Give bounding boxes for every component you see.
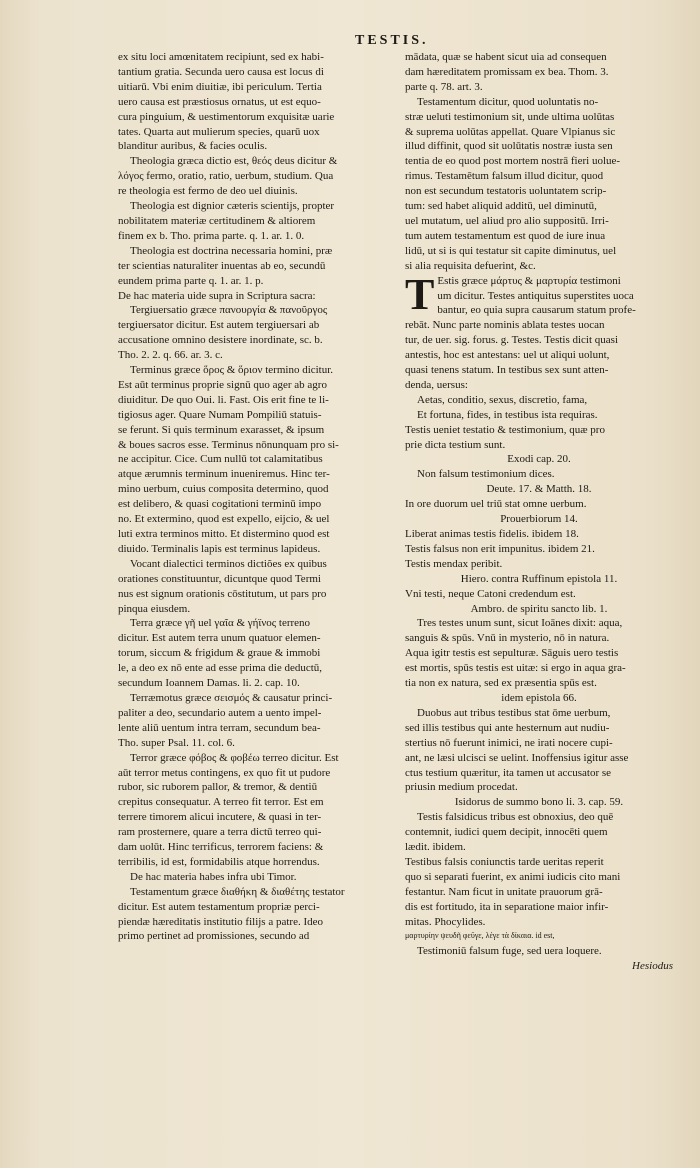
right-column-line: Testis ueniet testatio & testimonium, quæ pro <box>405 423 605 436</box>
right-column-line: idem epistola 66. <box>501 691 577 704</box>
left-column-line: diuido. Terminalis lapis est terminus lapideus. <box>118 542 321 555</box>
right-column-line: stertius nō fuerunt inimici, ne irati nocere cupi- <box>405 736 613 749</box>
right-column-line: stræ ueluti testimonium sit, unde ultima uolūtas <box>405 110 615 123</box>
left-column-line: De hac materia uide supra in Scriptura sacra: <box>118 289 316 302</box>
right-column-line: tentia de eo quod post mortem nostrā fieri uolue- <box>405 155 621 168</box>
right-column-line: Vni testi, neque Catoni credendum est. <box>405 587 576 600</box>
left-column <box>118 50 400 944</box>
left-column-line: re theologia est fermo de deo uel diuinis. <box>118 185 298 198</box>
right-column-line: est mortis, spūs testis est uitæ: si ergo in aqua gra- <box>405 662 626 675</box>
right-column-line: festantur. Nam ficut in unitate prauorum grā- <box>405 885 603 898</box>
left-column-line: dicitur. Est autem testamentum propriæ perci- <box>118 900 320 913</box>
right-column-line: Testis falsidicus tribus est obnoxius, deo quē <box>417 811 614 824</box>
left-column-line: lente aliū uentum intra terram, secundum bea- <box>118 721 321 734</box>
left-column-line: diuiditur. De quo Oui. li. Fast. Ois erit fine te li- <box>118 393 329 406</box>
left-column-line: se ferunt. Si quis terminum exarasset, & ipsum <box>118 423 325 436</box>
left-column-line: mino uerbum, cuius composita determino, quod <box>118 483 329 496</box>
right-column-line: In ore duorum uel triū stat omne uerbum. <box>405 498 587 511</box>
right-column-line: ctus testium quæritur, ita tamen ut accusator se <box>405 766 612 779</box>
right-column-line: denda, uersus: <box>405 378 468 391</box>
right-column-line: lidū, ut si is qui testatur sit capite diminutus, uel <box>405 244 617 257</box>
left-column-line: le, a deo ex nō ente ad esse prima die deductū, <box>118 662 323 675</box>
right-column-line: Testis mendax peribit. <box>405 557 503 570</box>
right-column-line: mitas. Phocylides. <box>405 915 486 928</box>
left-column-line: rubor, sic ruborem pallor, & tremor, & dentiū <box>118 781 318 794</box>
right-column-line: prie dicta testium sunt. <box>405 438 506 451</box>
right-column-line: quasi tenens statum. In testibus sex sunt atten- <box>405 364 609 377</box>
right-column-line: Exodi cap. 20. <box>507 453 571 466</box>
right-column-line: tur, de uer. sig. forus. g. Testes. Testis dicit quasi <box>405 334 619 347</box>
right-column-line: bantur, eo quia supra causarum statum profe- <box>437 304 636 317</box>
left-column-line: tigiosus ager. Quare Numam Pompiliū statuis- <box>118 408 322 421</box>
right-column-line: lædit. ibidem. <box>405 841 466 854</box>
left-column-line: Theologia est doctrina necessaria homini, præ <box>130 244 333 257</box>
left-column-line: uero causa est præstiosus ornatus, ut est equo- <box>118 95 321 108</box>
left-column-line: eundem prima parte q. 1. ar. 1. p. <box>118 274 264 287</box>
right-column-line: non est secundum testatoris uoluntatem scrip- <box>405 185 607 198</box>
right-column <box>405 50 673 974</box>
right-column-line: si alia requisita defuerint, &c. <box>405 259 536 272</box>
right-column-line: Aqua igitr testis est sepulturæ. Sāguis uero testis <box>405 647 619 660</box>
left-column-line: paliter a deo, secundario autem a uento impel- <box>118 706 322 719</box>
left-column-line: Vocant dialectici terminos dictiões ex quibus <box>130 557 327 570</box>
right-column-line: Hesiodus <box>632 960 673 973</box>
right-column-line: Testamentum dicitur, quod uoluntatis no- <box>417 95 599 108</box>
left-column-line: ram prosternere, quare a terra dictū terreo qui- <box>118 826 322 839</box>
left-column-line: De hac materia habes infra ubi Timor. <box>130 870 297 883</box>
right-column-line: Testibus falsis coniunctis tarde ueritas reperit <box>405 855 604 868</box>
right-column-line: Liberat animas testis fidelis. ibidem 18. <box>405 528 579 540</box>
left-column-line: Terra græce γῆ uel γαῖα & γήϊνος terreno <box>130 617 311 630</box>
right-column-line: rimus. Testamētum falsum illud dicitur, quod <box>405 170 604 183</box>
right-column-line: tum: sed habet aliquid additū, uel diminutū, <box>405 200 597 213</box>
right-column-line: illud diffinit, quod sit uolūtatis nostræ iusta sen <box>405 140 613 153</box>
left-column-line: dam uolūt. Hinc terrificus, terrorem faciens: & <box>118 841 324 854</box>
left-column-line: ex situ loci amœnitatem recipiunt, sed ex habi- <box>118 51 324 63</box>
left-column-line: ter scientias naturaliter inuentas ab eo, secundū <box>118 259 326 272</box>
left-column-line: pinqua eiusdem. <box>118 602 191 615</box>
running-head: TESTIS. <box>355 33 429 48</box>
left-column-line: Testamentum græce διαθήκη & διαθέτης testator <box>130 885 345 898</box>
right-column-line: Hiero. contra Ruffinum epistola 11. <box>460 572 618 585</box>
right-column-line: TEstis græce μάρτυς & μαρτυρία testimoni <box>405 269 621 319</box>
left-column-line: primo pertinet ad promissiones, secundo ad <box>118 930 310 943</box>
left-column-line: nus est signum orationis cōstitutum, ut pars pro <box>118 587 327 600</box>
left-column-line: finem ex b. Tho. prima parte. q. 1. ar. 1. 0. <box>118 229 305 242</box>
left-column-line: nobilitatem materiæ certitudinem & altiorem <box>118 214 316 227</box>
left-column-line: terrere timorem alicui incutere, & quasi in ter- <box>118 811 322 824</box>
left-column-line: ne accipitur. Cice. Cum nullū tot calamitatibus <box>118 453 323 466</box>
right-column-line: μαρτυρίην ψευδῆ φεῦγε, λέγε τὰ δίκαια. id est, <box>405 931 555 941</box>
right-column-line: dis est fortitudo, ita in separatione maior infir- <box>405 900 609 913</box>
right-column-line: Prouerbiorum 14. <box>500 513 578 526</box>
left-column-line: Terminus græce ὅρος & ὅριον termino dicitur. <box>130 364 334 377</box>
right-column-line: Deute. 17. & Matth. 18. <box>486 483 592 496</box>
right-column-line: Et fortuna, fides, in testibus ista requiras. <box>417 408 598 421</box>
right-column-line: sanguis & spūs. Vnū in mysterio, nō in natura. <box>405 632 610 645</box>
right-column-line: Testimoniū falsum fuge, sed uera loquere. <box>417 945 602 958</box>
left-column-line: & boues sacros esse. Terminus nōnunquam pro si- <box>118 438 339 451</box>
right-column-line: Testis falsus non erit impunitus. ibidem 21. <box>405 542 595 555</box>
left-column-line: orationes constituuntur, dicuntque quod Termi <box>118 572 321 585</box>
left-column-line: Terræmotus græce σεισμός & causatur princi- <box>130 691 333 704</box>
left-column-line: torum, siccum & frigidum & graue & immobi <box>118 647 321 660</box>
left-column-line: Tho. 2. 2. q. 66. ar. 3. c. <box>118 349 223 362</box>
left-column-line: terribilis, id est, formidabilis atque horrendus. <box>118 855 320 868</box>
left-column-line: no. Et extermino, quod est expello, eijcio, & uel <box>118 513 330 526</box>
right-column-line: rebāt. Nunc parte nominis ablata testes uocan <box>405 319 605 332</box>
left-column-line: crepitus consequatur. A terreo fit terror. Est em <box>118 796 324 809</box>
right-column-line: Isidorus de summo bono li. 3. cap. 59. <box>454 796 624 809</box>
left-column-line: cura pinguium, & uestimentorum exquisitæ uarie <box>118 110 335 123</box>
left-column-line: blanditur auribus, & facies oculis. <box>118 140 268 153</box>
left-column-line: tates. Quarta aut mulierum species, quarū uox <box>118 125 320 138</box>
left-column-line: tergiuersator dicitur. Est autem tergiuersari ab <box>118 319 320 332</box>
right-column-line: Tres testes unum sunt, sicut Ioānes dixit: aqua, <box>417 617 623 630</box>
right-column-line: Non falsum testimonium dices. <box>417 468 555 481</box>
left-column-line: luti extra terminos mitto. Et distermino quod est <box>118 528 330 540</box>
left-column-line: tantium gratia. Secunda uero causa est locus di <box>118 65 324 78</box>
right-column-line: parte q. 78. art. 3. <box>405 80 483 93</box>
left-column-line: Tergiuersatio græce πανουργία & πανοῦργος <box>130 304 328 317</box>
right-column-line: priusin medium procedat. <box>405 781 518 794</box>
right-column-line: ant, ne læsi ulcisci se uelint. Inoffensius igitur asse <box>405 751 629 764</box>
right-column-line: Aetas, conditio, sexus, discretio, fama, <box>417 393 588 406</box>
left-column-line: uitiarū. Vbi enim diuitiæ, ibi periculum. Tertia <box>118 80 322 93</box>
left-column-line: λόγος fermo, oratio, ratio, uerbum, studium. Qua <box>118 170 334 183</box>
left-column-line: atque ærumnis terminum inueniremus. Hinc ter- <box>118 468 330 481</box>
right-column-line: Ambro. de spiritu sancto lib. 1. <box>470 602 608 615</box>
left-column-line: Theologia græca dictio est, θεός deus dicitur & <box>130 155 338 168</box>
left-column-line: Est aūt terminus proprie signū quo ager ab agro <box>118 378 327 391</box>
right-column-line: Duobus aut tribus testibus stat ōme uerbum, <box>417 706 611 719</box>
right-column-line: & suprema uolūtas appellat. Quare Vlpianus sic <box>405 125 616 138</box>
left-column-line: Tho. super Psal. 11. col. 6. <box>118 736 235 749</box>
right-column-line: mādata, quæ se habent sicut uia ad consequen <box>405 51 607 63</box>
left-column-line: accusatione omnino desistere inordinate, sc. b. <box>118 334 323 347</box>
right-column-line: antestis, hoc est antestans: uel ut aliqui uolunt, <box>405 349 610 362</box>
right-column-line: tum autem testamentum est quod de iure inua <box>405 229 606 242</box>
left-column-line: secundum Ioannem Damas. li. 2. cap. 10. <box>118 677 300 690</box>
right-column-line: uel mutatum, uel aliud pro alio suppositū. Irri- <box>405 214 609 227</box>
right-column-line: contemnit, iudici quem decipit, innocēti quem <box>405 826 608 839</box>
right-column-line: quo si separati fuerint, ex animi iudicis cito mani <box>405 870 621 883</box>
left-column-line: dicitur. Est autem terra unum quatuor elemen- <box>118 632 321 645</box>
left-column-line: est delibero, & quasi cogitationi terminū impo <box>118 498 322 511</box>
left-column-line: Terror græce φόβος & φοβέω terreo dicitur. Est <box>130 751 339 764</box>
left-column-line: aūt terror metus contingens, ex quo fit ut pudore <box>118 766 331 779</box>
right-column-line: sed illis testibus qui ante hesternum aut nudiu- <box>405 721 610 734</box>
left-column-line: Theologia est dignior cæteris scientijs, propter <box>130 200 335 213</box>
left-column-line: piendæ hæreditatis institutio filijs a patre. Ideo <box>118 915 323 928</box>
right-column-line: dam hæreditatem promissam ex bea. Thom. 3. <box>405 65 609 78</box>
right-column-line: tia non ex natura, sed ex præsentia spūs est. <box>405 677 597 690</box>
right-column-line: um dicitur. Testes antiquitus superstites uoca <box>437 289 634 302</box>
